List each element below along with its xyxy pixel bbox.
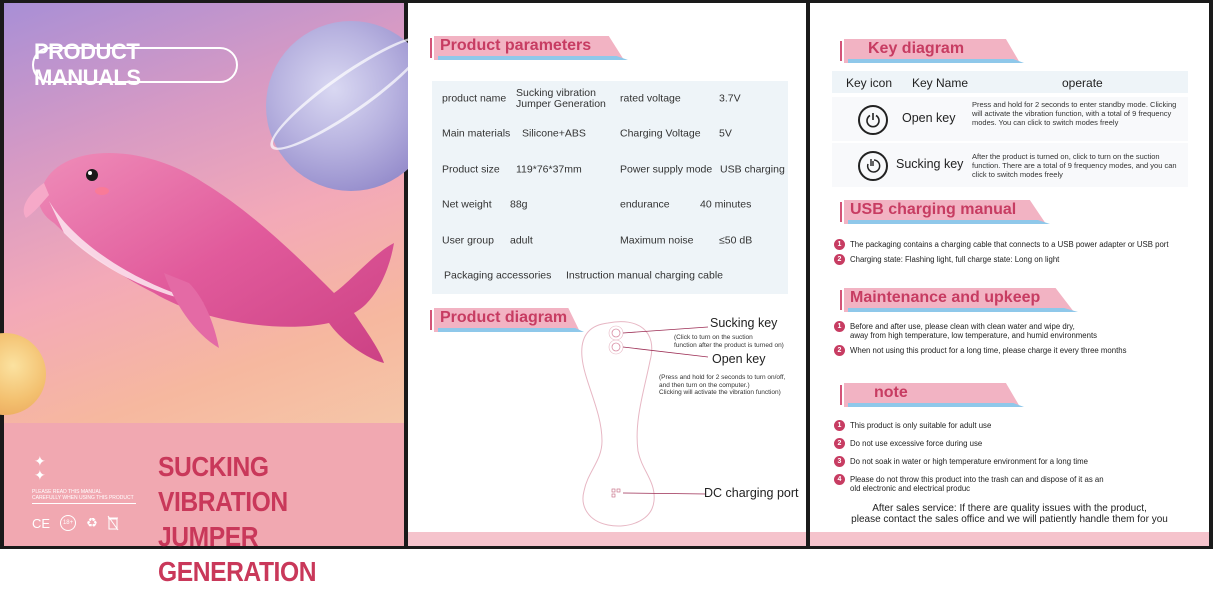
key-row-sucking: Sucking key After the product is turned on, click to turn on the suction function. There are a total of 9 frequency modes, and you can click to switch modes freely <box>832 143 1188 187</box>
list-item: 2 When not using this product for a long time, please charge it every three months <box>834 346 1127 355</box>
table-row: User group adult Maximum noise ≤50 dB <box>432 223 788 259</box>
usb-list <box>834 240 1169 270</box>
parameters-table <box>432 81 788 294</box>
cover-title-badge: PRODUCT MANUALS <box>32 47 238 83</box>
list-item: 1 The packaging contains a charging cable that connects to a USB power adapter or USB port <box>834 240 1169 249</box>
page-footer-band <box>810 532 1209 546</box>
sparkle-icon: ✦ <box>34 467 46 483</box>
after-sales-text: After sales service: If there are quality issues with the product, please contact the sales office and we will patiently handle them for you <box>851 503 1168 525</box>
age-limit-icon: 18+ <box>60 515 76 531</box>
cover-product-name: SUCKING VIBRATION JUMPER GENERATION <box>158 451 317 587</box>
key-row-open: Open key Press and hold for 2 seconds to enter standby mode. Clicking will activate the vibration function, with a total of 9 frequency modes. You can click to switch modes freely <box>832 97 1188 141</box>
sucking-key-label: Sucking key <box>710 316 778 330</box>
list-item: 1 This product is only suitable for adult use <box>834 421 1104 430</box>
sucking-key-note: (Click to turn on the suction function after the product is turned on) <box>674 334 784 349</box>
note-list <box>834 421 1104 499</box>
section-header-maintenance: Maintenance and upkeep <box>844 288 1074 316</box>
cover-divider <box>32 503 136 504</box>
dc-port-label: DC charging port <box>704 486 799 500</box>
list-item: 1 Before and after use, please clean with clean water and wipe dry, away from high temperature, low temperature, and humid environments <box>834 322 1127 340</box>
section-header-note: note <box>844 383 1020 411</box>
cover-read-notice: PLEASE READ THIS MANUAL CAREFULLY WHEN USING THIS PRODUCT <box>32 489 134 501</box>
table-row: Main materials Silicone+ABS Charging Voltage 5V <box>432 117 788 153</box>
list-item: 4 Please do not throw this product into the trash can and dispose of it as an old electronic and electrical produc <box>834 475 1104 493</box>
ce-mark-icon: CE <box>32 515 51 531</box>
open-key-label: Open key <box>712 352 766 366</box>
power-icon <box>858 105 888 135</box>
list-item: 3 Do not soak in water or high temperature environment for a long time <box>834 457 1104 466</box>
table-row: Product size 119*76*37mm Power supply mode USB charging <box>432 152 788 188</box>
section-header-parameters: Product parameters <box>434 36 624 64</box>
table-row: Net weight 88g endurance 40 minutes <box>432 188 788 224</box>
list-item: 2 Do not use excessive force during use <box>834 439 1104 448</box>
recycle-icon: ♻ <box>86 515 98 530</box>
page-footer-band <box>408 532 806 546</box>
open-key-note: (Press and hold for 2 seconds to turn on/off, and then turn on the computer.) Clicking will activate the vibration function) <box>659 374 786 396</box>
certification-icons <box>32 515 118 531</box>
list-item: 2 Charging state: Flashing light, full charge state: Long on light <box>834 255 1169 264</box>
cover-panel <box>4 3 404 587</box>
maintenance-list <box>834 322 1127 361</box>
key-manual-panel <box>810 3 1209 546</box>
section-header-keys: Key diagram <box>844 39 1020 67</box>
table-row: product name Sucking vibration Jumper Generation rated voltage 3.7V <box>432 81 788 117</box>
whale-illustration <box>4 123 404 383</box>
section-header-diagram: Product diagram <box>434 308 580 336</box>
parameters-panel <box>408 3 806 546</box>
key-table-header: Key icon Key Name operate <box>832 71 1188 93</box>
suction-icon <box>858 151 888 181</box>
sparkle-icon: ✦ <box>34 453 46 469</box>
weee-bin-icon <box>108 516 118 530</box>
table-row: Packaging accessories Instruction manual charging cable <box>432 259 788 295</box>
section-header-usb: USB charging manual <box>844 200 1046 228</box>
